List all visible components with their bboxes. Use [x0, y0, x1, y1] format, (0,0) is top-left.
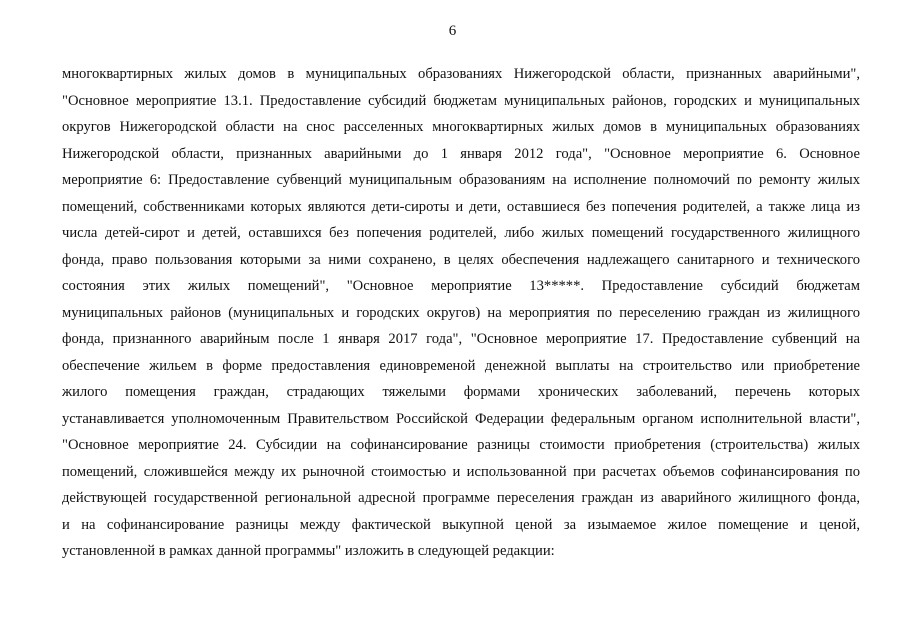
text-line: помещений, собственниками которых являются дети-сироты и дети, оставшиеся без попечения родителей, а также лица из [62, 198, 860, 215]
text-line: "Основное мероприятие 13.1. Предоставление субсидий бюджетам муниципальных районов, городских и муниципальных [62, 92, 860, 109]
text-line: помещений, сложившейся между их рыночной стоимостью и использованной при расчетах объемов софинансирования по [62, 463, 860, 480]
text-line: фонда, право пользования которыми за ними сохранено, в целях обеспечения надлежащего санитарного и технического [62, 251, 860, 268]
text-line: и на софинансирование разницы между фактической выкупной ценой за изымаемое жилое помещение и ценой, [62, 516, 860, 533]
text-line: многоквартирных жилых домов в муниципальных образованиях Нижегородской области, признанных аварийными", [62, 66, 860, 82]
body-paragraph [62, 61, 860, 565]
page-number: 6 [448, 23, 457, 39]
text-line: мероприятие 6: Предоставление субвенций муниципальным образованиям на исполнение полномочий по ремонту жилых [62, 172, 860, 188]
text-line: муниципальных районов (муниципальных и городских округов) на мероприятия по переселению граждан из жилищного [62, 304, 860, 321]
text-line: устанавливается уполномоченным Правительством Российской Федерации федеральным органом исполнительной власти", [62, 410, 860, 427]
text-line: "Основное мероприятие 24. Субсидии на софинансирование разницы стоимости приобретения (строительства) жилых [62, 437, 860, 453]
text-line: установленной в рамках данной программы" изложить в следующей редакции: [62, 543, 555, 559]
text-line: действующей государственной региональной адресной программе переселения граждан из аварийного жилищного фонда, [62, 490, 860, 506]
text-line: округов Нижегородской области на снос расселенных многоквартирных жилых домов в муниципальных образованиях [62, 119, 860, 135]
text-line: жилого помещения граждан, страдающих тяжелыми формами хронических заболеваний, перечень которых [62, 384, 860, 400]
text-line: Нижегородской области, признанных аварийными до 1 января 2012 года", "Основное мероприятие 6. Основное [62, 145, 860, 162]
text-line: обеспечение жильем в форме предоставления единовременой денежной выплаты на строительство или приобретение [62, 357, 860, 374]
text-line: состояния этих жилых помещений", "Основное мероприятие 13*****. Предоставление субсидий бюджетам [62, 278, 860, 294]
text-line: числа детей-сирот и детей, оставшихся без попечения родителей, либо жилых помещений государственного жилищного [62, 225, 860, 241]
text-line: фонда, признанного аварийным после 1 января 2017 года", "Основное мероприятие 17. Предоставление субвенций на [62, 331, 860, 347]
